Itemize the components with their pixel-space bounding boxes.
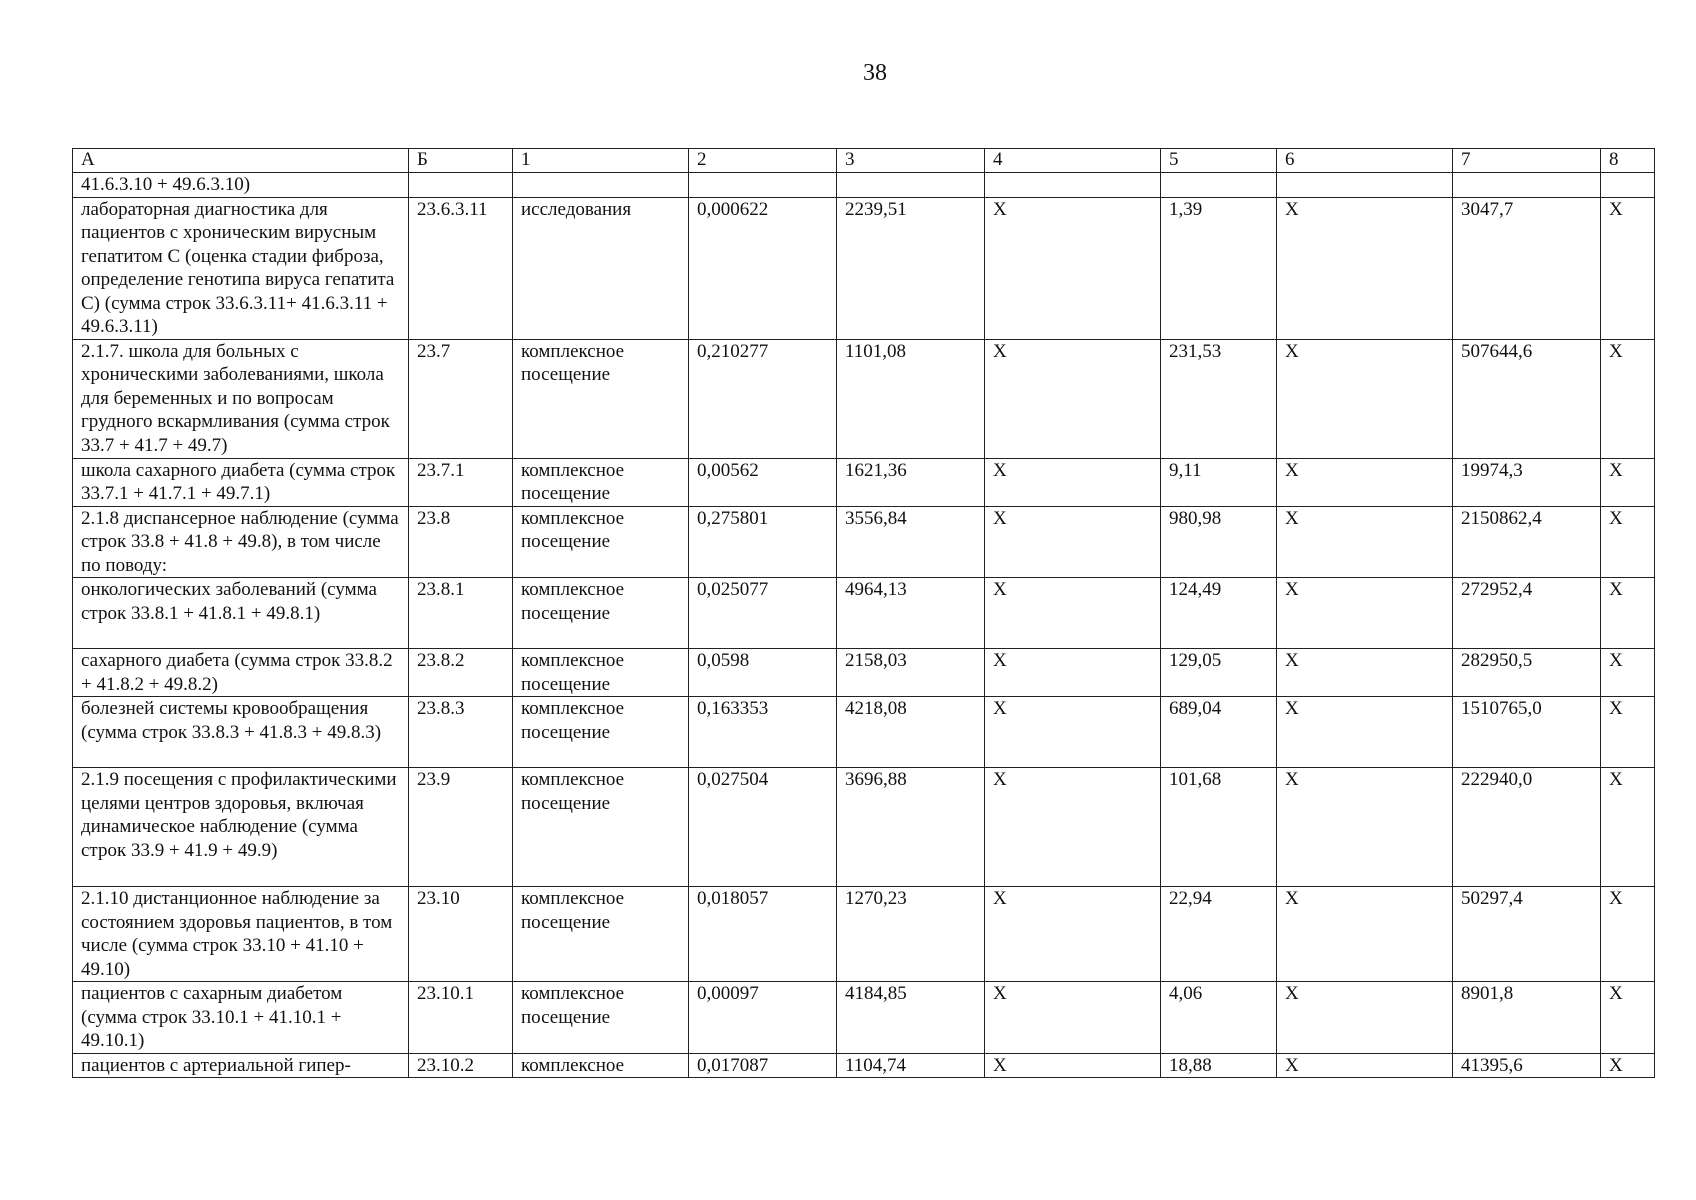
table-cell-col-1: комплексное посещение	[513, 506, 689, 578]
table-cell-col-4: X	[985, 1053, 1161, 1078]
table-cell-col-3: 4964,13	[837, 578, 985, 649]
table-cell-col-7: 3047,7	[1453, 197, 1601, 339]
table-cell-col-b: 23.8.2	[409, 649, 513, 697]
table-cell-col-4: X	[985, 339, 1161, 458]
table-cell-col-5: 129,05	[1161, 649, 1277, 697]
table-cell-col-1: комплексное посещение	[513, 887, 689, 982]
table-cell-col-5: 4,06	[1161, 982, 1277, 1054]
table-cell-col-b: 23.8.1	[409, 578, 513, 649]
table-cell-col-7	[1453, 173, 1601, 198]
column-header-col-b: Б	[409, 149, 513, 173]
table-cell-col-6: X	[1277, 578, 1453, 649]
table-cell-col-1: исследования	[513, 197, 689, 339]
column-header-col-8: 8	[1601, 149, 1655, 173]
table-cell-col-7: 50297,4	[1453, 887, 1601, 982]
table-cell-col-6: X	[1277, 982, 1453, 1054]
table-cell-col-5: 1,39	[1161, 197, 1277, 339]
table-cell-col-5: 22,94	[1161, 887, 1277, 982]
table-cell-col-3	[837, 173, 985, 198]
column-header-col-4: 4	[985, 149, 1161, 173]
column-header-col-3: 3	[837, 149, 985, 173]
table-cell-col-2	[689, 173, 837, 198]
table-cell-col-8: X	[1601, 506, 1655, 578]
table-cell-col-7: 282950,5	[1453, 649, 1601, 697]
table-cell-col-7: 19974,3	[1453, 458, 1601, 506]
table-cell-col-4: X	[985, 506, 1161, 578]
table-row	[73, 197, 1655, 339]
table-cell-col-3: 3696,88	[837, 768, 985, 887]
table-cell-col-6: X	[1277, 887, 1453, 982]
table-cell-col-4: X	[985, 458, 1161, 506]
table-cell-col-6: X	[1277, 197, 1453, 339]
table-cell-col-3: 4184,85	[837, 982, 985, 1054]
table-cell-col-2: 0,275801	[689, 506, 837, 578]
table-cell-col-1: комплексное посещение	[513, 768, 689, 887]
table-cell-col-3: 1104,74	[837, 1053, 985, 1078]
table-cell-col-5: 101,68	[1161, 768, 1277, 887]
table-cell-col-4: X	[985, 768, 1161, 887]
table-cell-col-8: X	[1601, 197, 1655, 339]
table-cell-col-2: 0,00097	[689, 982, 837, 1054]
table-cell-col-a: 2.1.10 дистанционное наблюдение за состоянием здоровья пациентов, в том числе (сумма строк 33.10 + 41.10 + 49.10)	[73, 887, 409, 982]
table-cell-col-1: комплексное посещение	[513, 339, 689, 458]
table-cell-col-5	[1161, 173, 1277, 198]
table-cell-col-2: 0,000622	[689, 197, 837, 339]
table-cell-col-b: 23.10.2	[409, 1053, 513, 1078]
table-cell-col-7: 272952,4	[1453, 578, 1601, 649]
table-cell-col-8: X	[1601, 768, 1655, 887]
table-cell-col-8: X	[1601, 458, 1655, 506]
table-cell-col-1: комплексное посещение	[513, 578, 689, 649]
column-header-col-5: 5	[1161, 149, 1277, 173]
table-cell-col-1	[513, 173, 689, 198]
table-row	[73, 1053, 1655, 1078]
table-cell-col-6	[1277, 173, 1453, 198]
table-cell-col-b: 23.6.3.11	[409, 197, 513, 339]
table-cell-col-5: 980,98	[1161, 506, 1277, 578]
table-cell-col-4: X	[985, 578, 1161, 649]
table-row	[73, 339, 1655, 458]
table-cell-col-a: пациентов с сахарным диабетом (сумма строк 33.10.1 + 41.10.1 + 49.10.1)	[73, 982, 409, 1054]
table-row	[73, 768, 1655, 887]
column-header-col-1: 1	[513, 149, 689, 173]
table-cell-col-3: 1101,08	[837, 339, 985, 458]
table-cell-col-2: 0,025077	[689, 578, 837, 649]
table-cell-col-b	[409, 173, 513, 198]
table-cell-col-2: 0,027504	[689, 768, 837, 887]
table-cell-col-4: X	[985, 649, 1161, 697]
table-cell-col-a: пациентов с артериальной гипер-	[73, 1053, 409, 1078]
table-cell-col-3: 1621,36	[837, 458, 985, 506]
table-cell-col-b: 23.8.3	[409, 697, 513, 768]
table-cell-col-4	[985, 173, 1161, 198]
table-cell-col-6: X	[1277, 339, 1453, 458]
table-cell-col-4: X	[985, 197, 1161, 339]
table-cell-col-2: 0,00562	[689, 458, 837, 506]
table-cell-col-6: X	[1277, 458, 1453, 506]
table-cell-col-b: 23.8	[409, 506, 513, 578]
table-cell-col-3: 3556,84	[837, 506, 985, 578]
table-row	[73, 578, 1655, 649]
table-cell-col-1: комплексное посещение	[513, 982, 689, 1054]
table-cell-col-4: X	[985, 982, 1161, 1054]
column-header-col-7: 7	[1453, 149, 1601, 173]
table-header-row	[73, 149, 1655, 173]
table-cell-col-3: 2239,51	[837, 197, 985, 339]
table-cell-col-3: 1270,23	[837, 887, 985, 982]
table-cell-col-7: 2150862,4	[1453, 506, 1601, 578]
table-cell-col-b: 23.10	[409, 887, 513, 982]
table-cell-col-8: X	[1601, 578, 1655, 649]
table-cell-col-7: 507644,6	[1453, 339, 1601, 458]
table-cell-col-8: X	[1601, 339, 1655, 458]
table-cell-col-2: 0,163353	[689, 697, 837, 768]
table-cell-col-2: 0,017087	[689, 1053, 837, 1078]
table-cell-col-5: 231,53	[1161, 339, 1277, 458]
table-cell-col-7: 41395,6	[1453, 1053, 1601, 1078]
table-cell-col-2: 0,210277	[689, 339, 837, 458]
table-cell-col-4: X	[985, 887, 1161, 982]
table-row	[73, 887, 1655, 982]
column-header-col-2: 2	[689, 149, 837, 173]
table-cell-col-8: X	[1601, 982, 1655, 1054]
table-cell-col-1: комплексное посещение	[513, 697, 689, 768]
table-cell-col-5: 9,11	[1161, 458, 1277, 506]
table-cell-col-6: X	[1277, 1053, 1453, 1078]
table-row	[73, 649, 1655, 697]
table-cell-col-b: 23.10.1	[409, 982, 513, 1054]
table-cell-col-6: X	[1277, 649, 1453, 697]
table-cell-col-a: 41.6.3.10 + 49.6.3.10)	[73, 173, 409, 198]
table-cell-col-a: 2.1.7. школа для больных с хроническими заболеваниями, школа для беременных и по вопросам грудного вскармливания (сумма строк 33.7 + 41.7 + 49.7)	[73, 339, 409, 458]
table-cell-col-2: 0,018057	[689, 887, 837, 982]
table-cell-col-5: 124,49	[1161, 578, 1277, 649]
table-cell-col-8	[1601, 173, 1655, 198]
table-cell-col-b: 23.7.1	[409, 458, 513, 506]
table-cell-col-3: 2158,03	[837, 649, 985, 697]
table-cell-col-4: X	[985, 697, 1161, 768]
table-cell-col-7: 222940,0	[1453, 768, 1601, 887]
table-cell-col-1: комплексное посещение	[513, 649, 689, 697]
page-number: 38	[863, 60, 887, 86]
table-cell-col-2: 0,0598	[689, 649, 837, 697]
table-cell-col-a: онкологических заболеваний (сумма строк 33.8.1 + 41.8.1 + 49.8.1)	[73, 578, 409, 649]
table-cell-col-8: X	[1601, 649, 1655, 697]
table-row	[73, 982, 1655, 1054]
data-table	[72, 148, 1655, 1078]
table-cell-col-b: 23.7	[409, 339, 513, 458]
table-cell-col-3: 4218,08	[837, 697, 985, 768]
table-cell-col-a: 2.1.9 посещения с профилактическими целями центров здоровья, включая динамическое наблюдение (сумма строк 33.9 + 41.9 + 49.9)	[73, 768, 409, 887]
table-row	[73, 697, 1655, 768]
table-cell-col-6: X	[1277, 506, 1453, 578]
column-header-col-a: А	[73, 149, 409, 173]
table-row	[73, 173, 1655, 198]
table-cell-col-8: X	[1601, 1053, 1655, 1078]
table-row	[73, 506, 1655, 578]
table-cell-col-a: болезней системы кровообращения (сумма строк 33.8.3 + 41.8.3 + 49.8.3)	[73, 697, 409, 768]
table-cell-col-a: сахарного диабета (сумма строк 33.8.2 + 41.8.2 + 49.8.2)	[73, 649, 409, 697]
table-cell-col-b: 23.9	[409, 768, 513, 887]
table-cell-col-1: комплексное посещение	[513, 458, 689, 506]
table-cell-col-5: 18,88	[1161, 1053, 1277, 1078]
table-cell-col-a: 2.1.8 диспансерное наблюдение (сумма строк 33.8 + 41.8 + 49.8), в том числе по поводу:	[73, 506, 409, 578]
table-cell-col-1: комплексное	[513, 1053, 689, 1078]
table-cell-col-8: X	[1601, 887, 1655, 982]
table-cell-col-6: X	[1277, 768, 1453, 887]
table-cell-col-a: школа сахарного диабета (сумма строк 33.7.1 + 41.7.1 + 49.7.1)	[73, 458, 409, 506]
table-cell-col-6: X	[1277, 697, 1453, 768]
table-cell-col-5: 689,04	[1161, 697, 1277, 768]
column-header-col-6: 6	[1277, 149, 1453, 173]
table-cell-col-8: X	[1601, 697, 1655, 768]
table-cell-col-7: 1510765,0	[1453, 697, 1601, 768]
table-row	[73, 458, 1655, 506]
table-cell-col-7: 8901,8	[1453, 982, 1601, 1054]
table-cell-col-a: лабораторная диагностика для пациентов с хроническим вирусным гепатитом С (оценка стадии фиброза, определение генотипа вируса гепатита С) (сумма строк 33.6.3.11+ 41.6.3.11 + 49.6.3.11)	[73, 197, 409, 339]
